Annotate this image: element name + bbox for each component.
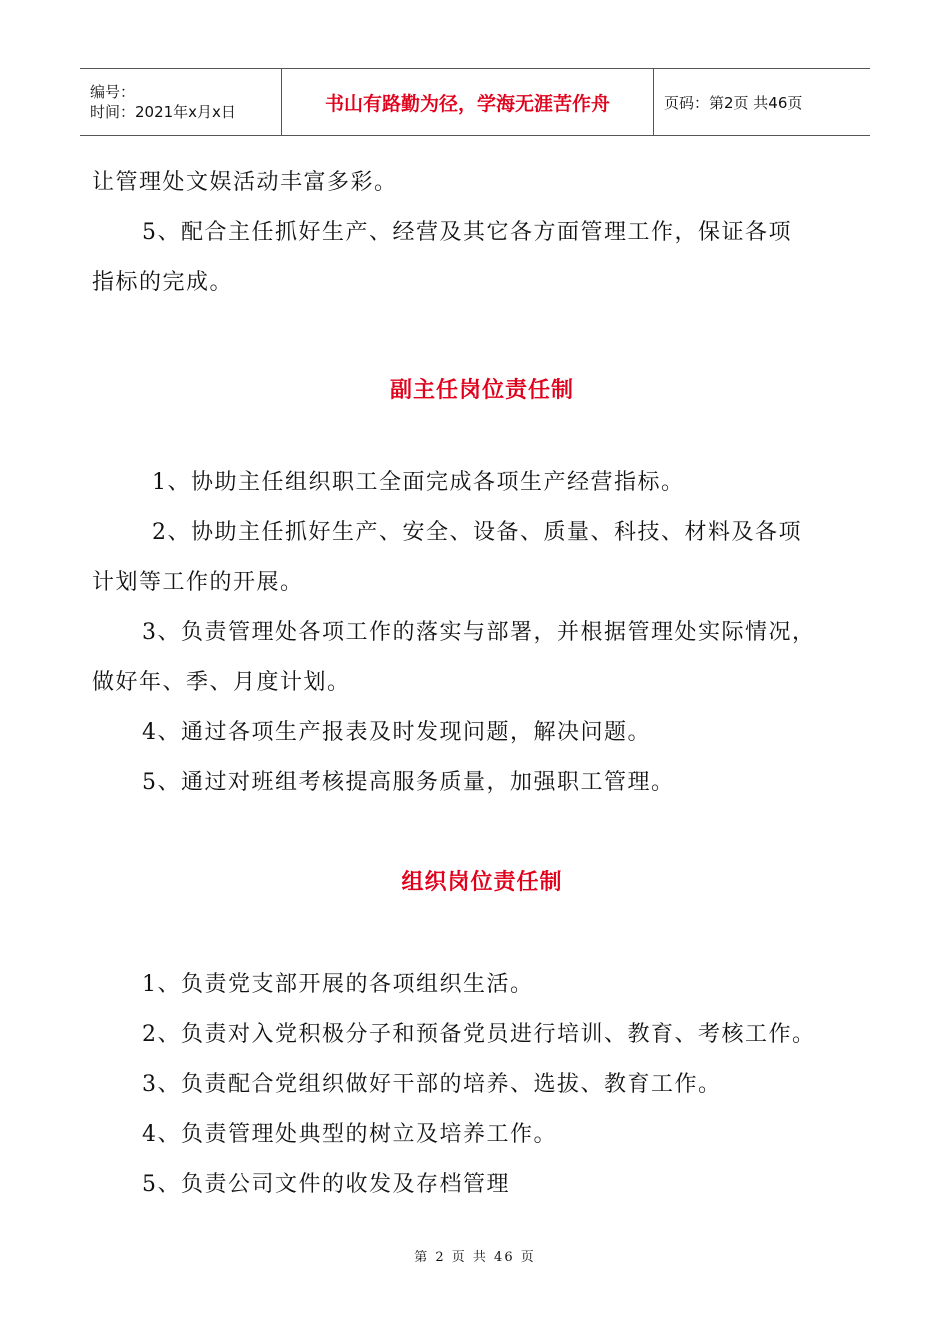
document-time-label: 时间：2021年x月x日 — [90, 103, 236, 121]
paragraph: 5、负责公司文件的收发及存档管理 — [142, 1172, 510, 1197]
section-title-organization: 组织岗位责任制 — [401, 870, 563, 895]
paragraph: 计划等工作的开展。 — [92, 570, 304, 595]
paragraph: 5、通过对班组考核提高服务质量，加强职工管理。 — [142, 770, 675, 795]
page-header — [80, 68, 870, 136]
paragraph: 1、协助主任组织职工全面完成各项生产经营指标。 — [152, 470, 685, 495]
paragraph: 5、配合主任抓好生产、经营及其它各方面管理工作，保证各项 — [142, 220, 792, 245]
document-number-label: 编号： — [90, 83, 136, 101]
paragraph: 指标的完成。 — [92, 270, 234, 295]
header-meta — [80, 69, 282, 135]
section-title-deputy-director: 副主任岗位责任制 — [389, 378, 574, 403]
header-motto: 书山有路勤为径，学海无涯苦作舟 — [282, 69, 654, 135]
paragraph: 4、通过各项生产报表及时发现问题，解决问题。 — [142, 720, 651, 745]
paragraph: 让管理处文娱活动丰富多彩。 — [92, 170, 398, 195]
document-body — [92, 158, 872, 1210]
header-page-info: 页码：第2页 共46页 — [664, 93, 803, 112]
paragraph: 3、负责配合党组织做好干部的培养、选拔、教育工作。 — [142, 1072, 722, 1097]
paragraph: 3、负责管理处各项工作的落实与部署，并根据管理处实际情况， — [142, 620, 816, 645]
paragraph: 做好年、季、月度计划。 — [92, 670, 351, 695]
page-footer: 第 2 页 共 46 页 — [414, 1250, 536, 1265]
paragraph: 2、协助主任抓好生产、安全、设备、质量、科技、材料及各项 — [152, 520, 802, 545]
paragraph: 1、负责党支部开展的各项组织生活。 — [142, 972, 534, 997]
paragraph: 4、负责管理处典型的树立及培养工作。 — [142, 1122, 557, 1147]
paragraph: 2、负责对入党积极分子和预备党员进行培训、教育、考核工作。 — [142, 1022, 816, 1047]
